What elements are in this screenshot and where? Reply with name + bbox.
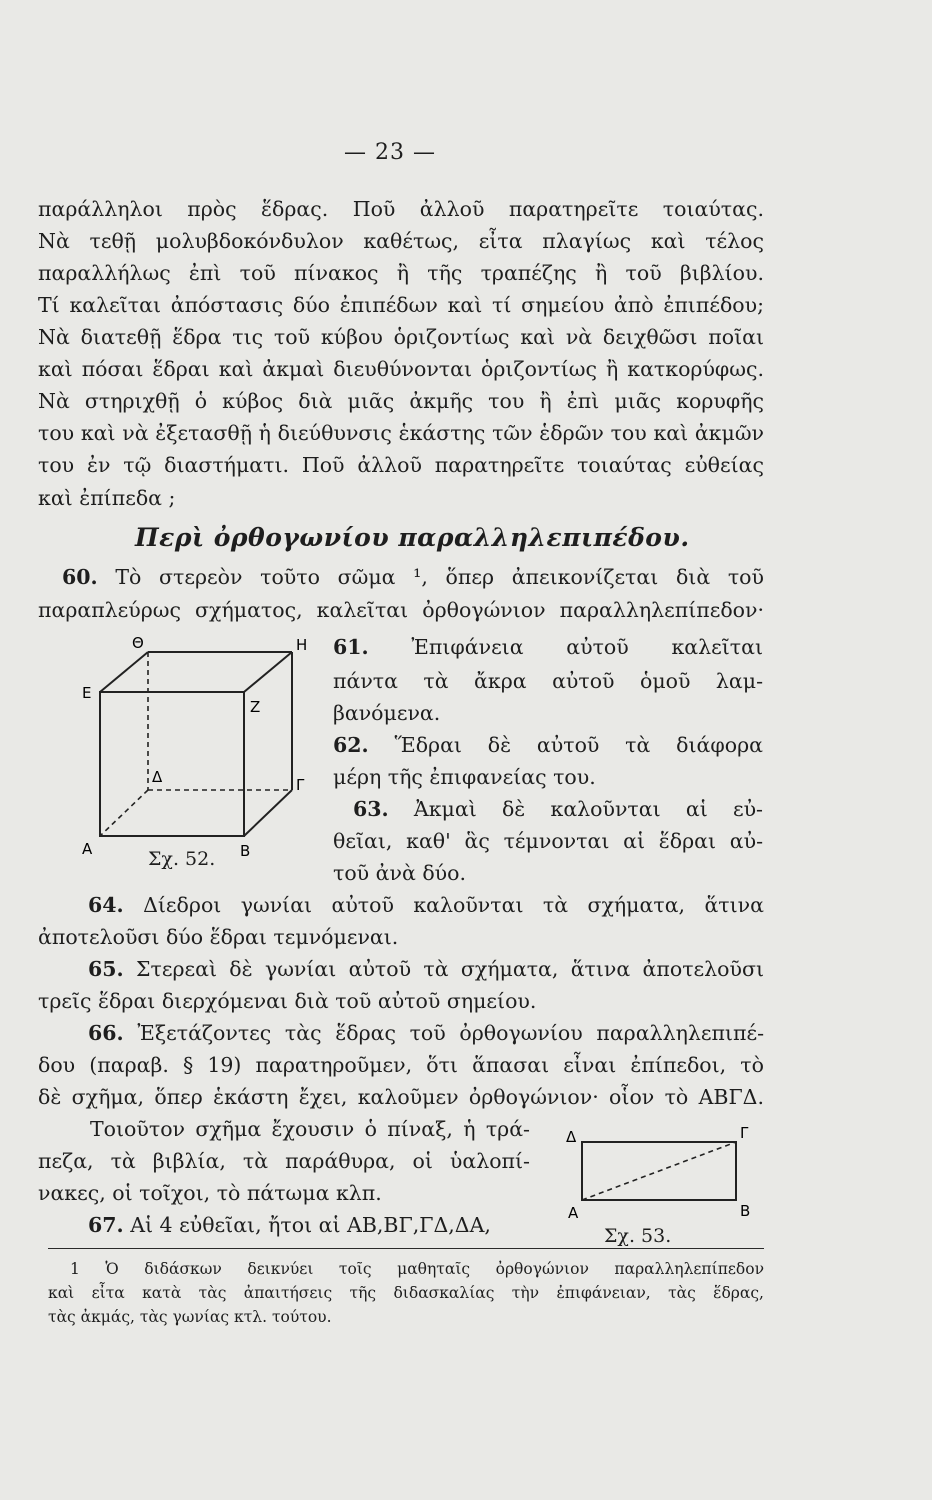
text-line: Τί καλεῖται ἀπόστασις δύο ἐπιπέδων καὶ τί σημείου ἀπὸ ἐπιπέδου; (38, 293, 764, 317)
section-text: Ἕδραι δὲ αὐτοῦ τὰ διάφορα (394, 733, 763, 757)
text-line: του καὶ νὰ ἐξετασθῇ ἡ διεύθυνσις ἑκάστης τῶν ἑδρῶν του καὶ ἀκμῶν (38, 421, 764, 445)
label-beta: Β (740, 1202, 751, 1220)
edge-b-gamma (244, 790, 292, 836)
section-number: 64. (88, 893, 124, 917)
figure-53-rectangle-diagram (560, 1120, 764, 1220)
footnote-line: τὰς ἀκμάς, τὰς γωνίας κτλ. τούτου. (48, 1308, 332, 1326)
section-number: 62. (333, 733, 369, 757)
section-65-line-1 (88, 954, 764, 984)
text-line: Νὰ τεθῇ μολυβδοκόνδυλον καθέτως, εἶτα πλαγίως καὶ τέλος (38, 229, 764, 253)
section-61-line (333, 632, 763, 662)
figure-53-caption: Σχ. 53. (604, 1225, 672, 1247)
diagonal (582, 1142, 736, 1200)
label-eta: Η (296, 636, 308, 654)
text-line: Τοιοῦτον σχῆμα ἔχουσιν ὁ πίναξ, ἡ τρά- (90, 1117, 530, 1141)
section-number: 61. (333, 635, 369, 659)
section-number: 66. (88, 1021, 124, 1045)
section-text: Δίεδροι γωνίαι αὐτοῦ καλοῦνται τὰ σχήματα, ἅτινα (143, 893, 764, 917)
text-line: νακες, οἱ τοῖχοι, τὸ πάτωμα κλπ. (38, 1181, 382, 1205)
section-text: Ἐξετάζοντες τὰς ἕδρας τοῦ ὀρθογωνίου παραλληλεπιπέ- (137, 1021, 764, 1045)
label-zeta: Ζ (250, 698, 261, 716)
page-number: — 23 — (344, 140, 436, 165)
section-text: Ἀκμαὶ δὲ καλοῦνται αἱ εὐ- (413, 797, 763, 821)
section-number: 65. (88, 957, 124, 981)
section-text: Τὸ στερεὸν τοῦτο σῶμα ¹, ὅπερ ἀπεικονίζεται διὰ τοῦ (115, 565, 764, 589)
text-line: ἀποτελοῦσι δύο ἕδραι τεμνόμεναι. (38, 925, 399, 949)
figure-52-box-diagram (70, 630, 310, 860)
text-line: πάντα τὰ ἄκρα αὐτοῦ ὁμοῦ λαμ- (333, 669, 763, 693)
text-line: παραλλήλως ἐπὶ τοῦ πίνακος ἢ τῆς τραπέζης ἢ τοῦ βιβλίου. (38, 261, 764, 285)
section-66-line-1 (88, 1018, 764, 1048)
footnote-line: 1 Ὁ διδάσκων δεικνύει τοῖς μαθηταῖς ὀρθογώνιον παραλληλεπίπεδον (70, 1260, 764, 1278)
hidden-edge-delta-alpha (100, 790, 148, 836)
text-line: Νὰ στηριχθῇ ὁ κύβος διὰ μιᾶς ἀκμῆς του ἢ ἐπὶ μιᾶς κορυφῆς (38, 389, 764, 413)
text-line: του ἐν τῷ διαστήματι. Ποῦ ἀλλοῦ παρατηρεῖτε τοιαύτας εὐθείας (38, 453, 764, 477)
text-line: δὲ σχῆμα, ὅπερ ἑκάστη ἔχει, καλοῦμεν ὀρθογώνιον· οἷον τὸ ΑΒΓΔ. (38, 1085, 764, 1109)
text-line: παράλληλοι πρὸς ἕδρας. Ποῦ ἀλλοῦ παρατηρεῖτε τοιαύτας. (38, 197, 764, 221)
text-line: τρεῖς ἕδραι διερχόμεναι διὰ τοῦ αὐτοῦ σημείου. (38, 989, 537, 1013)
section-64-line-1 (88, 890, 764, 920)
section-60-line-1 (62, 562, 764, 592)
label-delta: Δ (566, 1128, 577, 1146)
text-line: καὶ ἐπίπεδα ; (38, 486, 176, 510)
section-text: Στερεαὶ δὲ γωνίαι αὐτοῦ τὰ σχήματα, ἅτινα ἀποτελοῦσι (135, 957, 764, 981)
section-text: Αἱ 4 εὐθεῖαι, ἤτοι αἱ ΑΒ,ΒΓ,ΓΔ,ΔΑ, (130, 1213, 491, 1237)
text-line: τοῦ ἀνὰ δύο. (333, 861, 466, 885)
label-beta: Β (240, 842, 251, 860)
text-line: μέρη τῆς ἐπιφανείας του. (333, 765, 596, 789)
text-line: δου (παραβ. § 19) παρατηροῦμεν, ὅτι ἅπασαι εἶναι ἐπίπεδοι, τὸ (38, 1053, 764, 1077)
label-gamma: Γ (296, 776, 305, 794)
label-delta: Δ (152, 768, 163, 786)
footnote-divider (48, 1248, 764, 1249)
front-face (100, 692, 244, 836)
edge-eh (100, 652, 148, 692)
text-line: Νὰ διατεθῇ ἕδρα τις τοῦ κύβου ὁριζοντίως καὶ νὰ δειχθῶσι ποῖαι (38, 325, 764, 349)
section-63-line (353, 794, 763, 824)
label-theta: Θ (132, 634, 144, 652)
figure-52-caption: Σχ. 52. (148, 848, 216, 870)
section-heading: Περὶ ὀρθογωνίου παραλληλεπιπέδου. (135, 523, 690, 552)
label-alpha: Α (568, 1204, 579, 1220)
section-text: Ἐπιφάνεια αὐτοῦ καλεῖται (411, 635, 763, 659)
label-alpha: Α (82, 840, 93, 858)
section-number: 60. (62, 565, 98, 589)
section-number: 67. (88, 1213, 124, 1237)
text-line: θεῖαι, καθ' ἃς τέμνονται αἱ ἕδραι αὐ- (333, 829, 763, 853)
label-epsilon: Ε (82, 684, 92, 702)
section-number: 63. (353, 797, 389, 821)
label-gamma: Γ (740, 1124, 749, 1142)
edge-zh (244, 652, 292, 692)
text-line: πεζα, τὰ βιβλία, τὰ παράθυρα, οἱ ὑαλοπί- (38, 1149, 530, 1173)
section-67-line (88, 1210, 558, 1240)
text-line: βανόμενα. (333, 701, 441, 725)
footnote-line: καὶ εἶτα κατὰ τὰς ἀπαιτήσεις τῆς διδασκαλίας τὴν ἐπιφάνειαν, τὰς ἕδρας, (48, 1284, 764, 1302)
text-line: καὶ πόσαι ἕδραι καὶ ἀκμαὶ διευθύνονται ὁριζοντίως ἢ κατκορύφως. (38, 357, 764, 381)
section-60-line-2: παραπλεύρως σχήματος, καλεῖται ὀρθογώνιον παραλληλεπίπεδον· (38, 598, 764, 622)
section-62-line (333, 730, 763, 760)
